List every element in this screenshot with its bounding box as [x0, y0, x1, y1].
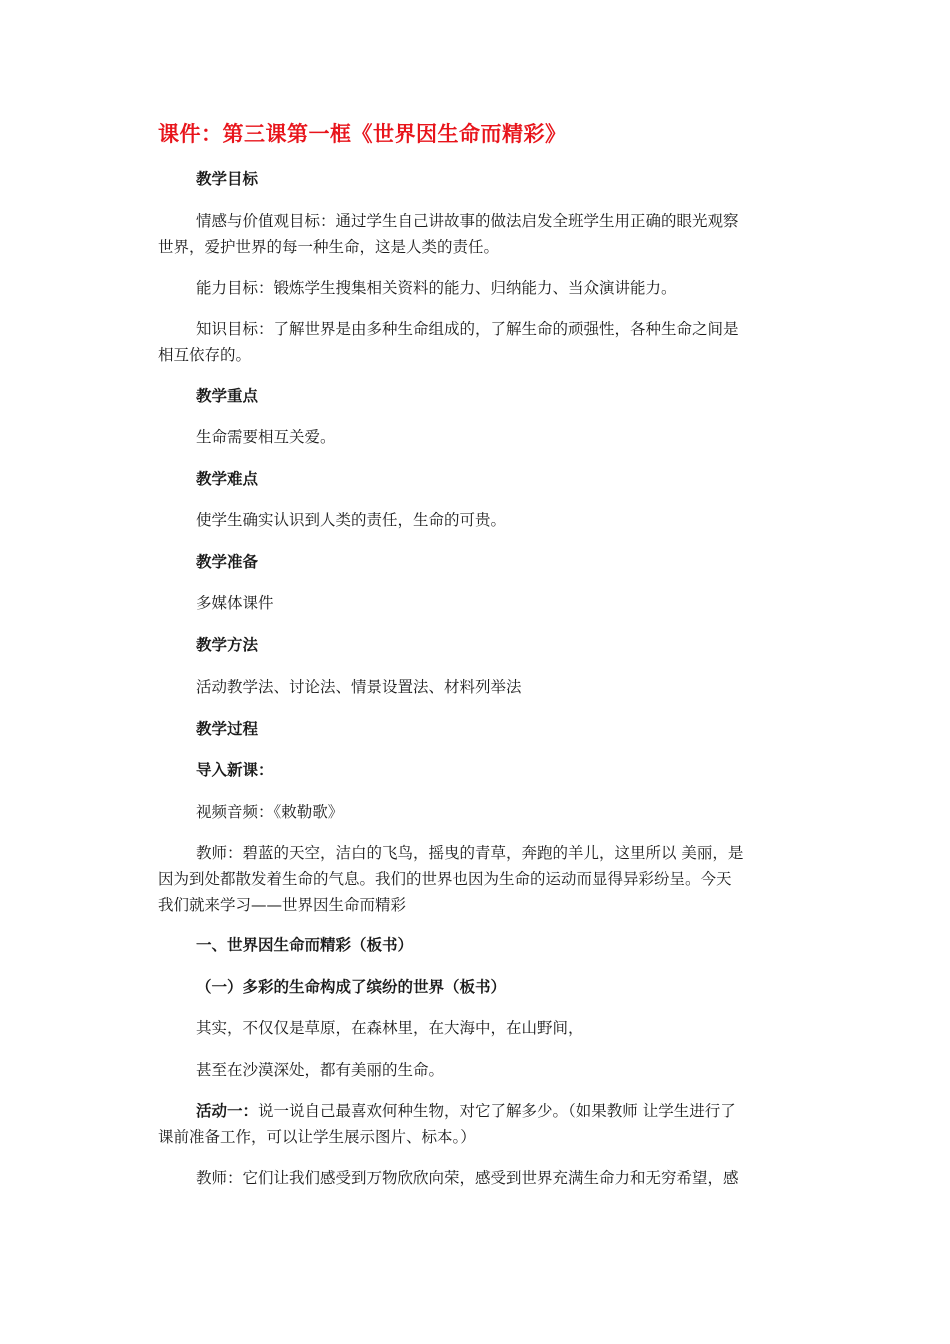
- activity-line-2: 课前准备工作，可以让学生展示图片、标本。）: [158, 1128, 476, 1146]
- prep-text: 多媒体课件: [196, 594, 274, 612]
- teacher-paragraph-1: [158, 840, 796, 918]
- teacher-1-line-1: 教师：碧蓝的天空，洁白的飞鸟，摇曳的青草，奔跑的羊儿，这里所以 美丽，是: [196, 844, 744, 862]
- part1-sub-heading: （一）多彩的生命构成了缤纷的世界（板书）: [196, 978, 507, 996]
- fact-paragraph-1: 其实，不仅仅是草原，在森林里，在大海中，在山野间，: [196, 1019, 584, 1037]
- goal-ability-paragraph: 能力目标：锻炼学生搜集相关资料的能力、归纳能力、当众演讲能力。: [196, 279, 677, 297]
- fact-paragraph-2: 甚至在沙漠深处，都有美丽的生命。: [196, 1061, 445, 1079]
- goal-emotion-line-2: 世界，爱护世界的每一种生命，这是人类的责任。: [158, 238, 500, 256]
- intro-heading: 导入新课：: [196, 761, 274, 779]
- goal-knowledge-line-2: 相互依存的。: [158, 346, 252, 364]
- teacher-1-line-3: 我们就来学习——世界因生命而精彩: [158, 896, 407, 914]
- process-heading: 教学过程: [196, 720, 259, 738]
- document-title: 课件：第三课第一框《世界因生命而精彩》: [158, 122, 567, 146]
- goal-knowledge-paragraph: [158, 316, 796, 368]
- key-heading: 教学重点: [196, 387, 259, 405]
- difficult-text: 使学生确实认识到人类的责任，生命的可贵。: [196, 511, 507, 529]
- prep-heading: 教学准备: [196, 553, 259, 571]
- teacher-paragraph-2: 教师：它们让我们感受到万物欣欣向荣，感受到世界充满生命力和无穷希望，感: [196, 1169, 739, 1187]
- goal-emotion-paragraph: [158, 208, 796, 260]
- method-heading: 教学方法: [196, 636, 259, 654]
- part1-heading: 一、世界因生命而精彩（板书）: [196, 936, 414, 954]
- difficult-heading: 教学难点: [196, 470, 259, 488]
- method-text: 活动教学法、讨论法、情景设置法、材料列举法: [196, 678, 522, 696]
- activity-label: 活动一：: [196, 1102, 259, 1120]
- key-text: 生命需要相互关爱。: [196, 428, 336, 446]
- activity-paragraph: [158, 1098, 796, 1150]
- goal-emotion-line-1: 情感与价值观目标：通过学生自己讲故事的做法启发全班学生用正确的眼光观察: [196, 212, 739, 230]
- activity-line-1: [196, 1098, 796, 1124]
- activity-text-1: 说一说自己最喜欢何种生物，对它了解多少。（如果教师 让学生进行了: [258, 1102, 736, 1120]
- goals-heading: 教学目标: [196, 170, 259, 188]
- teacher-1-line-2: 因为到处都散发着生命的气息。我们的世界也因为生命的运动而显得异彩纷呈。今天: [158, 870, 732, 888]
- goal-knowledge-line-1: 知识目标：了解世界是由多种生命组成的，了解生命的顽强性，各种生命之间是: [196, 320, 739, 338]
- video-text: 视频音频：《敕勒歌》: [196, 803, 344, 821]
